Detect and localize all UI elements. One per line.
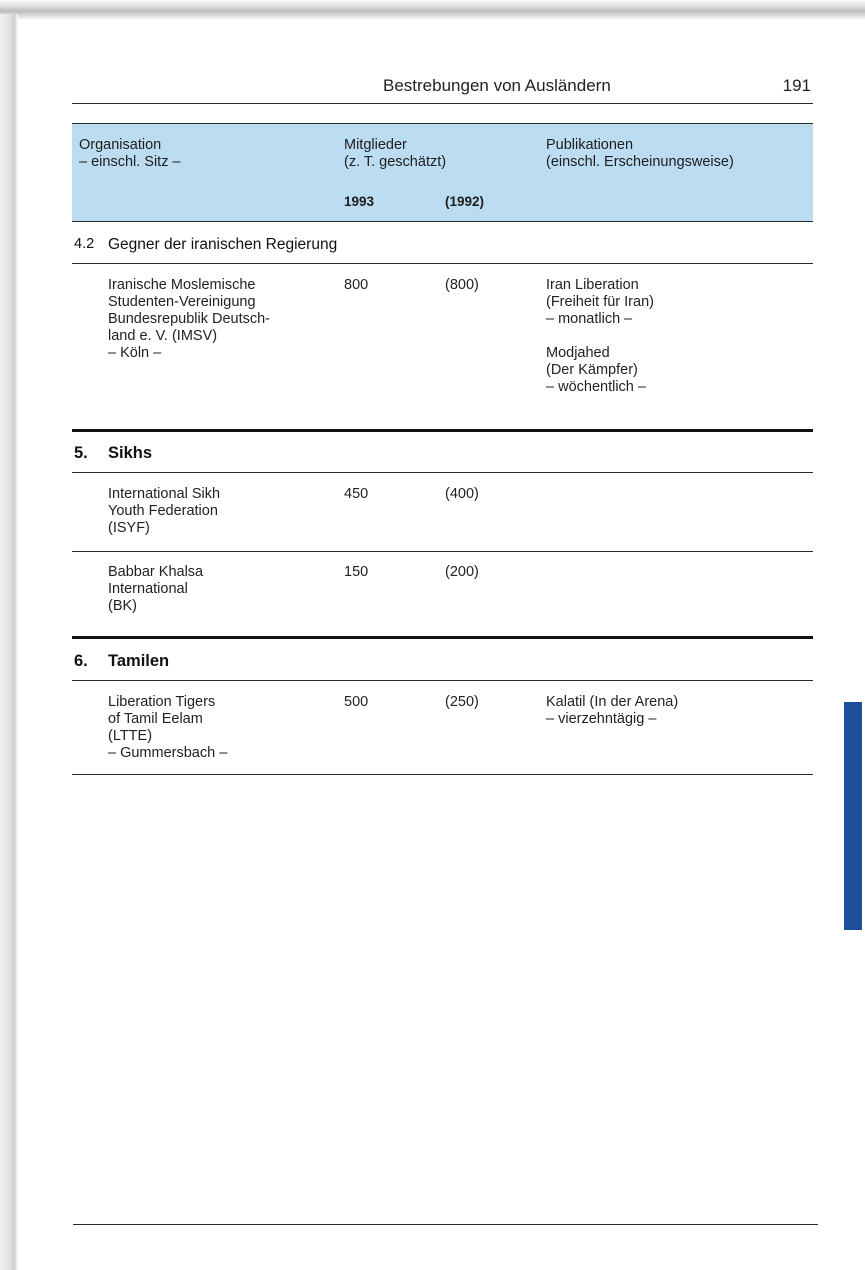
organisation-line: Iranische Moslemische — [108, 277, 256, 293]
section-number: 6. — [74, 652, 88, 670]
organisation-line: (BK) — [108, 598, 137, 614]
publications-cell — [546, 694, 678, 728]
organisation-cell — [108, 694, 227, 762]
section-thick-rule — [72, 429, 813, 432]
publication-line: – wöchentlich – — [546, 379, 646, 395]
row-divider — [72, 551, 813, 552]
header-organisation-line: – einschl. Sitz – — [79, 154, 181, 170]
organisation-line: land e. V. (IMSV) — [108, 328, 218, 344]
organisation-line: Studenten-Vereinigung — [108, 294, 256, 310]
header-publikationen-line: (einschl. Erscheinungsweise) — [546, 154, 734, 170]
thumb-index-tab — [844, 702, 862, 930]
members-1992: (250) — [445, 694, 479, 710]
organisation-line: Liberation Tigers — [108, 694, 216, 710]
section-title: Gegner der iranischen Regierung — [108, 236, 338, 253]
header-organisation-line: Organisation — [79, 137, 162, 153]
organisation-cell — [108, 486, 220, 537]
publication-line: (Freiheit für Iran) — [546, 294, 654, 310]
running-title: Bestrebungen von Ausländern — [383, 76, 611, 95]
organisation-line: Babbar Khalsa — [108, 564, 204, 580]
scan-shadow-left — [0, 14, 18, 1270]
header-year-1992: (1992) — [445, 194, 485, 209]
publication-line: Kalatil (In der Arena) — [546, 694, 679, 710]
organisation-line: of Tamil Eelam — [108, 711, 203, 727]
section-number: 5. — [74, 444, 88, 462]
publication-line: – vierzehntägig – — [546, 711, 657, 727]
publication-line: Iran Liberation — [546, 277, 639, 293]
header-mitglieder-line: (z. T. geschätzt) — [344, 154, 447, 170]
organisation-line: (LTTE) — [108, 728, 153, 744]
section-rule — [72, 263, 813, 264]
organisation-line: (ISYF) — [108, 520, 150, 536]
header-publikationen — [546, 137, 734, 171]
section-title: Tamilen — [108, 652, 170, 670]
members-1993: 450 — [344, 486, 369, 502]
table-bottom-rule — [72, 774, 813, 775]
section-number: 4.2 — [74, 236, 95, 252]
table-header-bottom-rule — [72, 221, 813, 222]
publication-line: Modjahed — [546, 345, 610, 361]
page-number: 191 — [782, 76, 811, 95]
members-1993: 500 — [344, 694, 369, 710]
header-mitglieder — [344, 137, 446, 171]
organisation-cell — [108, 277, 270, 362]
organisation-line: International — [108, 581, 188, 597]
organisation-line: Youth Federation — [108, 503, 218, 519]
organisation-line: – Köln – — [108, 345, 162, 361]
organisation-line: Bundesrepublik Deutsch- — [108, 311, 271, 327]
section-title: Sikhs — [108, 444, 153, 462]
scan-shadow-top — [0, 0, 865, 20]
organisation-line: – Gummersbach – — [108, 745, 228, 761]
footer-rule — [73, 1224, 818, 1225]
header-publikationen-line: Publikationen — [546, 137, 634, 153]
members-1992: (800) — [445, 277, 479, 293]
publications-cell — [546, 277, 654, 396]
publication-line: (Der Kämpfer) — [546, 362, 638, 378]
members-1993: 150 — [344, 564, 369, 580]
members-1992: (200) — [445, 564, 479, 580]
running-head-rule — [72, 103, 813, 104]
header-mitglieder-line: Mitglieder — [344, 137, 407, 153]
section-rule — [72, 680, 813, 681]
running-head — [73, 76, 813, 98]
members-1993: 800 — [344, 277, 369, 293]
header-organisation — [79, 137, 181, 171]
members-1992: (400) — [445, 486, 479, 502]
organisation-cell — [108, 564, 203, 615]
section-thick-rule — [72, 636, 813, 639]
header-year-1993: 1993 — [344, 194, 375, 209]
section-rule — [72, 472, 813, 473]
publication-line: – monatlich – — [546, 311, 633, 327]
organisation-line: International Sikh — [108, 486, 221, 502]
